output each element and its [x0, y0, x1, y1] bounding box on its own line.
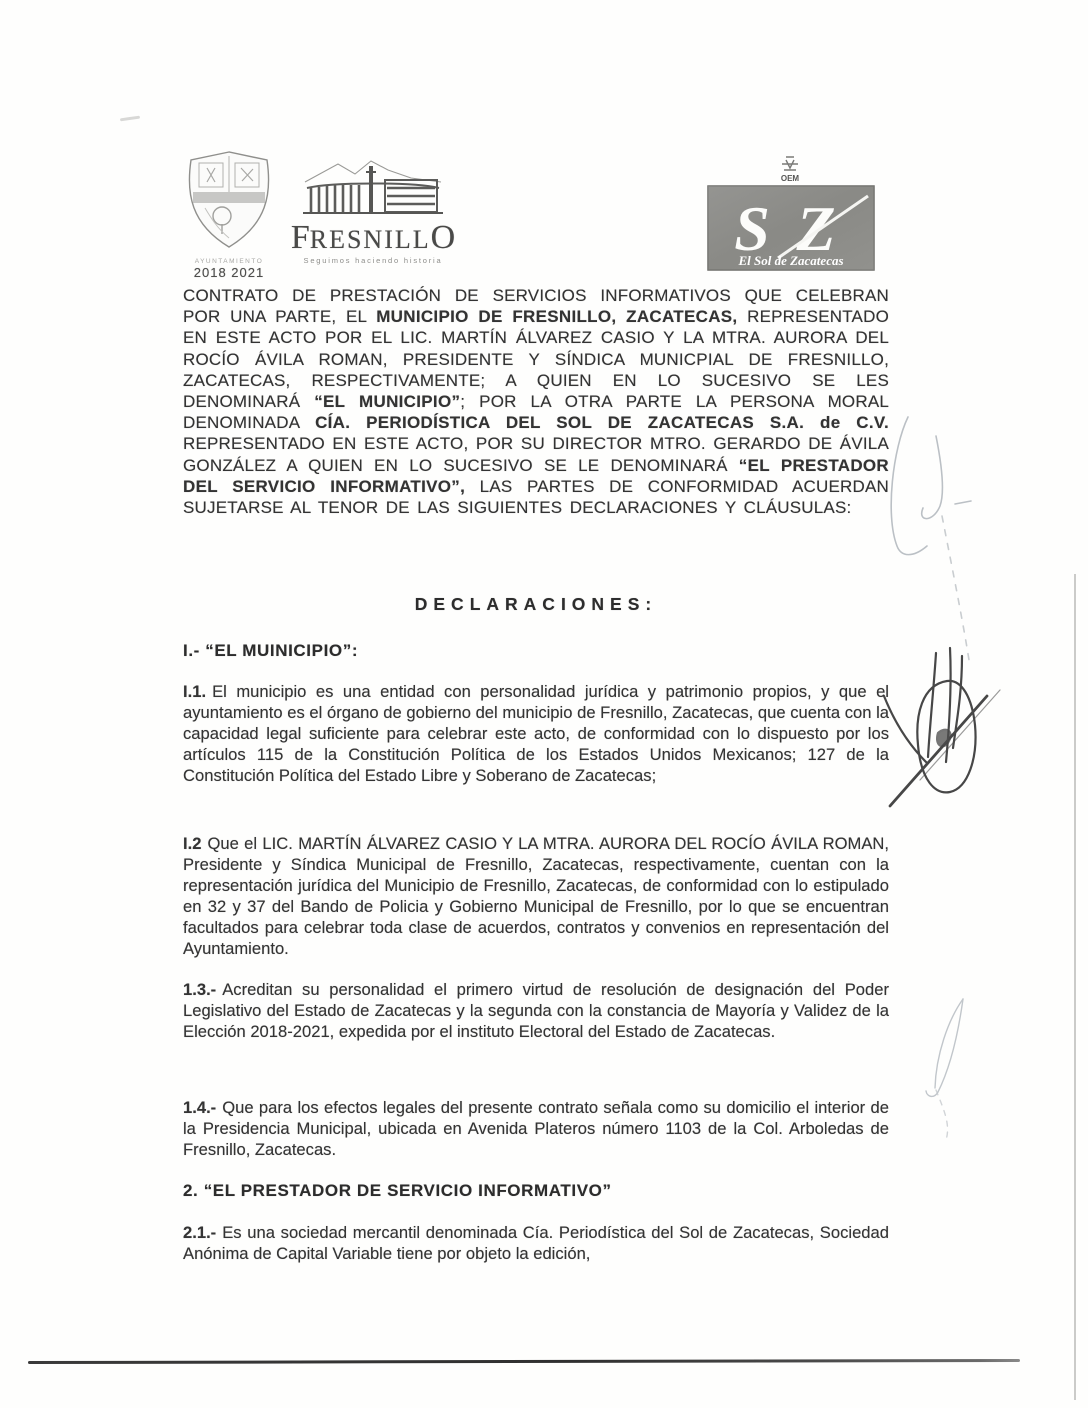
clause-1-3	[183, 979, 889, 1042]
wordmark-initial: F	[290, 219, 310, 256]
clause-body: El municipio es una entidad con personalidad jurídica y patrimonio propios, y que el ayuntamiento es el órgano de gobierno del municipio de Fresnillo, Zacatecas, que cuenta con la capacidad legal suficiente para celebrar este acto, de conformidad con lo dispuesto por los artículos 115 de la Constitución Política de los Estados Unidos Mexicanos; 127 de la Constitución Política del Estado Libre y Soberano de Zacatecas;	[183, 682, 889, 786]
municipal-crest-icon	[175, 148, 283, 252]
section-1-heading: I.- “EL MUINICIPIO”:	[183, 641, 359, 660]
sol-de-zacatecas-logo	[700, 154, 882, 276]
monogram-z: Z	[796, 193, 836, 264]
clause-body: Es una sociedad mercantil denominada Cía. Periodística del Sol de Zacatecas, Sociedad Anónima de Capital Variable tiene por objeto la edición,	[183, 1223, 889, 1264]
clause-number: 1.3.-	[183, 980, 217, 999]
oem-emblem-icon	[781, 157, 800, 183]
masthead-title: El Sol de Zacatecas	[738, 253, 844, 268]
fresnillo-logo	[283, 158, 463, 265]
clause-number: I.1.	[183, 682, 207, 701]
clause-number: 1.4.-	[183, 1098, 217, 1117]
municipal-seal-logo	[173, 148, 285, 280]
scan-artifact-line	[28, 1359, 1020, 1364]
scan-smudge	[120, 116, 140, 122]
seal-years: 2018 2021	[193, 265, 265, 280]
scan-edge-line	[1074, 574, 1076, 1400]
clause-body: Que para los efectos legales del presente contrato señala como su domicilio el interior de la Presidencia Municipal, ubicada en Avenida Plateros número 1103 de la Col. Arboledas de Fresnillo, Zacatecas.	[183, 1098, 889, 1160]
intro-paragraph: CONTRATO DE PRESTACIÓN DE SERVICIOS INFORMATIVOS QUE CELEBRAN POR UNA PARTE, EL MUNICIPIO DE FRESNILLO, ZACATECAS, REPRESENTADO EN ESTE ACTO POR EL LIC. MARTÍN ÁLVAREZ CASIO Y LA MTRA. AURORA DEL ROCÍO ÁVILA ROMAN, PRESIDENTE Y SÍNDICA MUNICPIAL DE FRESNILLO, ZACATECAS, RESPECTIVAMENTE; A QUIEN EN LO SUCESIVO SE LES DENOMINARÁ “EL MUNICIPIO”; POR LA OTRA PARTE LA PERSONA MORAL DENOMINADA CÍA. PERIODÍSTICA DEL SOL DE ZACATECAS S.A. de C.V. REPRESENTADO EN ESTE ACTO, POR SU DIRECTOR MTRO. GERARDO DE ÁVILA GONZÁLEZ A QUIEN EN LO SUCESIVO SE LE DENOMINARÁ “EL PRESTADOR DEL SERVICIO INFORMATIVO”, LAS PARTES DE CONFORMIDAD ACUERDAN SUJETARSE AL TENOR DE LAS SIGUIENTES DECLARACIONES Y CLÁUSULAS:	[183, 286, 890, 518]
clause-1-4	[183, 1097, 889, 1160]
pen-loop-lower	[926, 999, 963, 1140]
fresnillo-gate-icon	[283, 158, 463, 216]
clause-2-1	[183, 1222, 889, 1264]
seal-caption: AYUNTAMIENTO	[194, 258, 264, 265]
clause-i1	[183, 681, 889, 786]
clause-number: I.2	[183, 834, 202, 853]
fresnillo-wordmark	[283, 221, 463, 255]
signature-scribble	[884, 648, 1000, 806]
pen-loop-upper	[891, 417, 971, 660]
section-2-heading: 2. “EL PRESTADOR DE SERVICIO INFORMATIVO”	[183, 1181, 612, 1200]
clause-i2	[183, 833, 889, 960]
declarations-heading: DECLARACIONES:	[414, 594, 658, 614]
clause-body: Que el LIC. MARTÍN ÁLVAREZ CASIO Y LA MTRA. AURORA DEL ROCÍO ÁVILA ROMAN, Presidente y Síndica Municipal de Fresnillo, Zacatecas, respectivamente, cuentan con la representación jurídica del Municipio de Fresnillo, Zacatecas, de conformidad con lo estipulado en 32 y 37 del Bando de Policia y Gobierno Municipal de Fresnillo, por lo que se encuentran facultados para celebrar toda clase de acuerdos, contratos y convenios en representación del Ayuntamiento.	[183, 834, 889, 959]
sz-masthead-icon	[700, 154, 882, 276]
clause-number: 2.1.-	[183, 1223, 217, 1242]
oem-network-label: OEM	[780, 174, 800, 183]
wordmark-final: O	[430, 219, 456, 256]
clause-body: Acreditan su personalidad el primero virtud de resolución de designación del Poder Legislativo del Estado de Zacatecas y la segunda con la constancia de Mayoría y Validez de la Elección 2018-2021, expedida por el instituto Electoral del Estado de Zacatecas.	[183, 980, 889, 1042]
wordmark-middle: RESNILL	[309, 225, 431, 254]
fresnillo-tagline: Seguimos haciendo historia	[303, 256, 443, 265]
monogram-s: S	[734, 193, 770, 264]
